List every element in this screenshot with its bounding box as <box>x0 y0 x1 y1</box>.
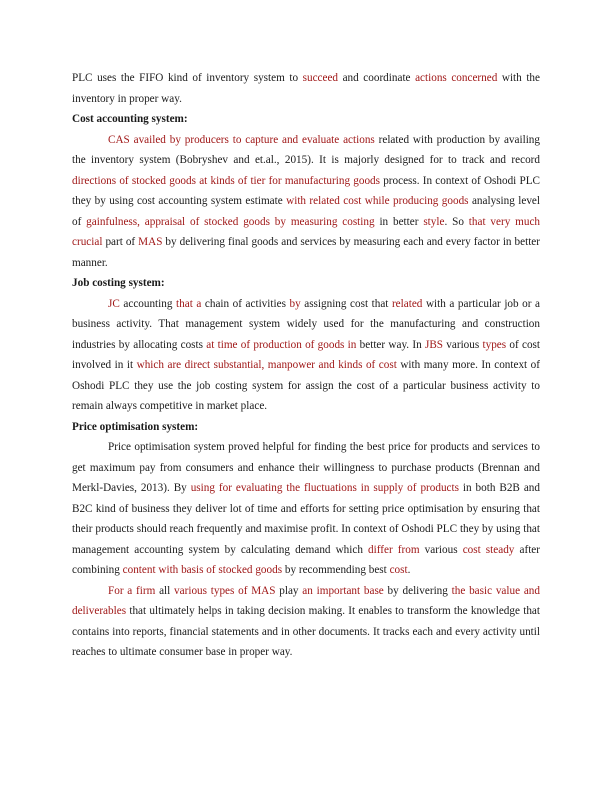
highlighted-text: an important base <box>302 584 384 597</box>
body-text: various <box>419 543 463 556</box>
highlighted-text: gainfulness, appraisal of stocked goods by measuring costing <box>86 215 375 228</box>
body-text: various <box>443 338 483 351</box>
highlighted-text: the basic value and deliverables <box>72 584 540 617</box>
body-text: after combining <box>72 543 540 576</box>
highlighted-text: at time of production of goods in <box>206 338 357 351</box>
highlighted-text: directions of stocked goods <box>72 174 196 187</box>
body-text: analysing level of <box>72 195 540 228</box>
intro-paragraph <box>72 68 540 109</box>
highlighted-text: CAS availed by producers to capture and evaluate actions <box>108 133 375 146</box>
body-text: related with production by availing the inventory system (Bobryshev and et.al., 2015). It is majorly designed for to track and record <box>72 133 540 166</box>
body-text: in better <box>374 215 424 228</box>
section-heading: Job costing system: <box>72 277 165 289</box>
highlighted-text: at kinds of tier for manufacturing goods <box>199 174 380 187</box>
body-text: part of <box>102 236 139 248</box>
section-paragraph <box>72 581 540 663</box>
highlighted-text: content with basis of stocked goods <box>122 564 283 576</box>
body-text: by recommending best <box>282 564 390 576</box>
highlighted-text: by <box>289 297 301 310</box>
section-paragraph <box>72 294 540 417</box>
highlighted-text: differ from <box>368 543 420 556</box>
highlighted-text: MAS <box>138 236 163 248</box>
body-text: . <box>407 564 411 576</box>
body-text: with the inventory in proper way. <box>72 72 540 105</box>
body-text: chain of activities <box>201 297 290 310</box>
highlighted-text: JC <box>108 297 120 310</box>
highlighted-text: cost <box>389 564 408 576</box>
section-paragraph <box>72 130 540 274</box>
body-text: in both B2B and B2C kind of business they deliver lot of time and efforts for setting price optimisation by ensuring that their products should reach frequently and maximise profit. In context of Oshodi PLC they by using that management accounting system by calculating demand which <box>72 482 540 556</box>
highlighted-text: For a firm <box>108 584 156 597</box>
body-text: PLC uses the FIFO kind of inventory system to <box>72 72 303 84</box>
highlighted-text: JBS <box>424 338 444 351</box>
highlighted-text: that very much crucial <box>72 215 541 248</box>
highlighted-text: related <box>391 297 423 310</box>
body-text: with a particular job or a business activity. That management system widely used for the manufacturing and construction industries by allocating costs <box>72 297 541 351</box>
highlighted-text: style <box>423 215 445 228</box>
highlighted-text: various types of MAS <box>174 584 276 597</box>
highlighted-text: cost steady <box>462 543 515 556</box>
highlighted-text: succeed <box>302 72 339 84</box>
highlighted-text: actions concerned <box>415 72 498 84</box>
body-text: accounting <box>119 297 177 310</box>
body-text: assigning cost that <box>300 297 392 310</box>
body-text: Price optimisation system proved helpful for finding the best price for products and services to get maximum pay from consumers and enhance their willingness to purchase products (Brennan and Merkl-Davies, 2013). By <box>72 441 540 494</box>
body-text: that ultimately helps in taking decision making. It enables to transform the knowledge that contains into reports, financial statements and in other documents. It tracks each and every activity until reaches to ultimate consumer base in proper way. <box>72 605 540 658</box>
body-text: and coordinate <box>338 72 416 84</box>
body-text: play <box>275 584 303 597</box>
section-heading: Cost accounting system: <box>72 113 188 125</box>
body-text: all <box>155 584 175 597</box>
highlighted-text: using for evaluating the fluctuations in supply of products <box>190 482 459 494</box>
body-text: process. In context of Oshodi PLC they by using cost accounting system estimate <box>72 174 541 207</box>
body-text: by delivering <box>383 584 452 597</box>
body-text: by delivering final goods and services by measuring each and every factor in better manner. <box>72 236 540 269</box>
body-text: . So <box>444 215 469 228</box>
document-body <box>72 68 540 663</box>
highlighted-text: that a <box>176 297 202 310</box>
highlighted-text: which are direct substantial, manpower and kinds of cost <box>136 359 397 371</box>
highlighted-text: types <box>482 338 507 351</box>
body-text: of cost involved in it <box>72 338 541 371</box>
section-heading: Price optimisation system: <box>72 420 199 433</box>
body-text: with many more. In context of Oshodi PLC they use the job costing system for assign the cost of a particular business activity to remain always competitive in market place. <box>72 359 540 412</box>
highlighted-text: with related cost while producing goods <box>286 195 469 207</box>
body-text: better way. In <box>356 338 425 351</box>
section-paragraph <box>72 437 540 581</box>
